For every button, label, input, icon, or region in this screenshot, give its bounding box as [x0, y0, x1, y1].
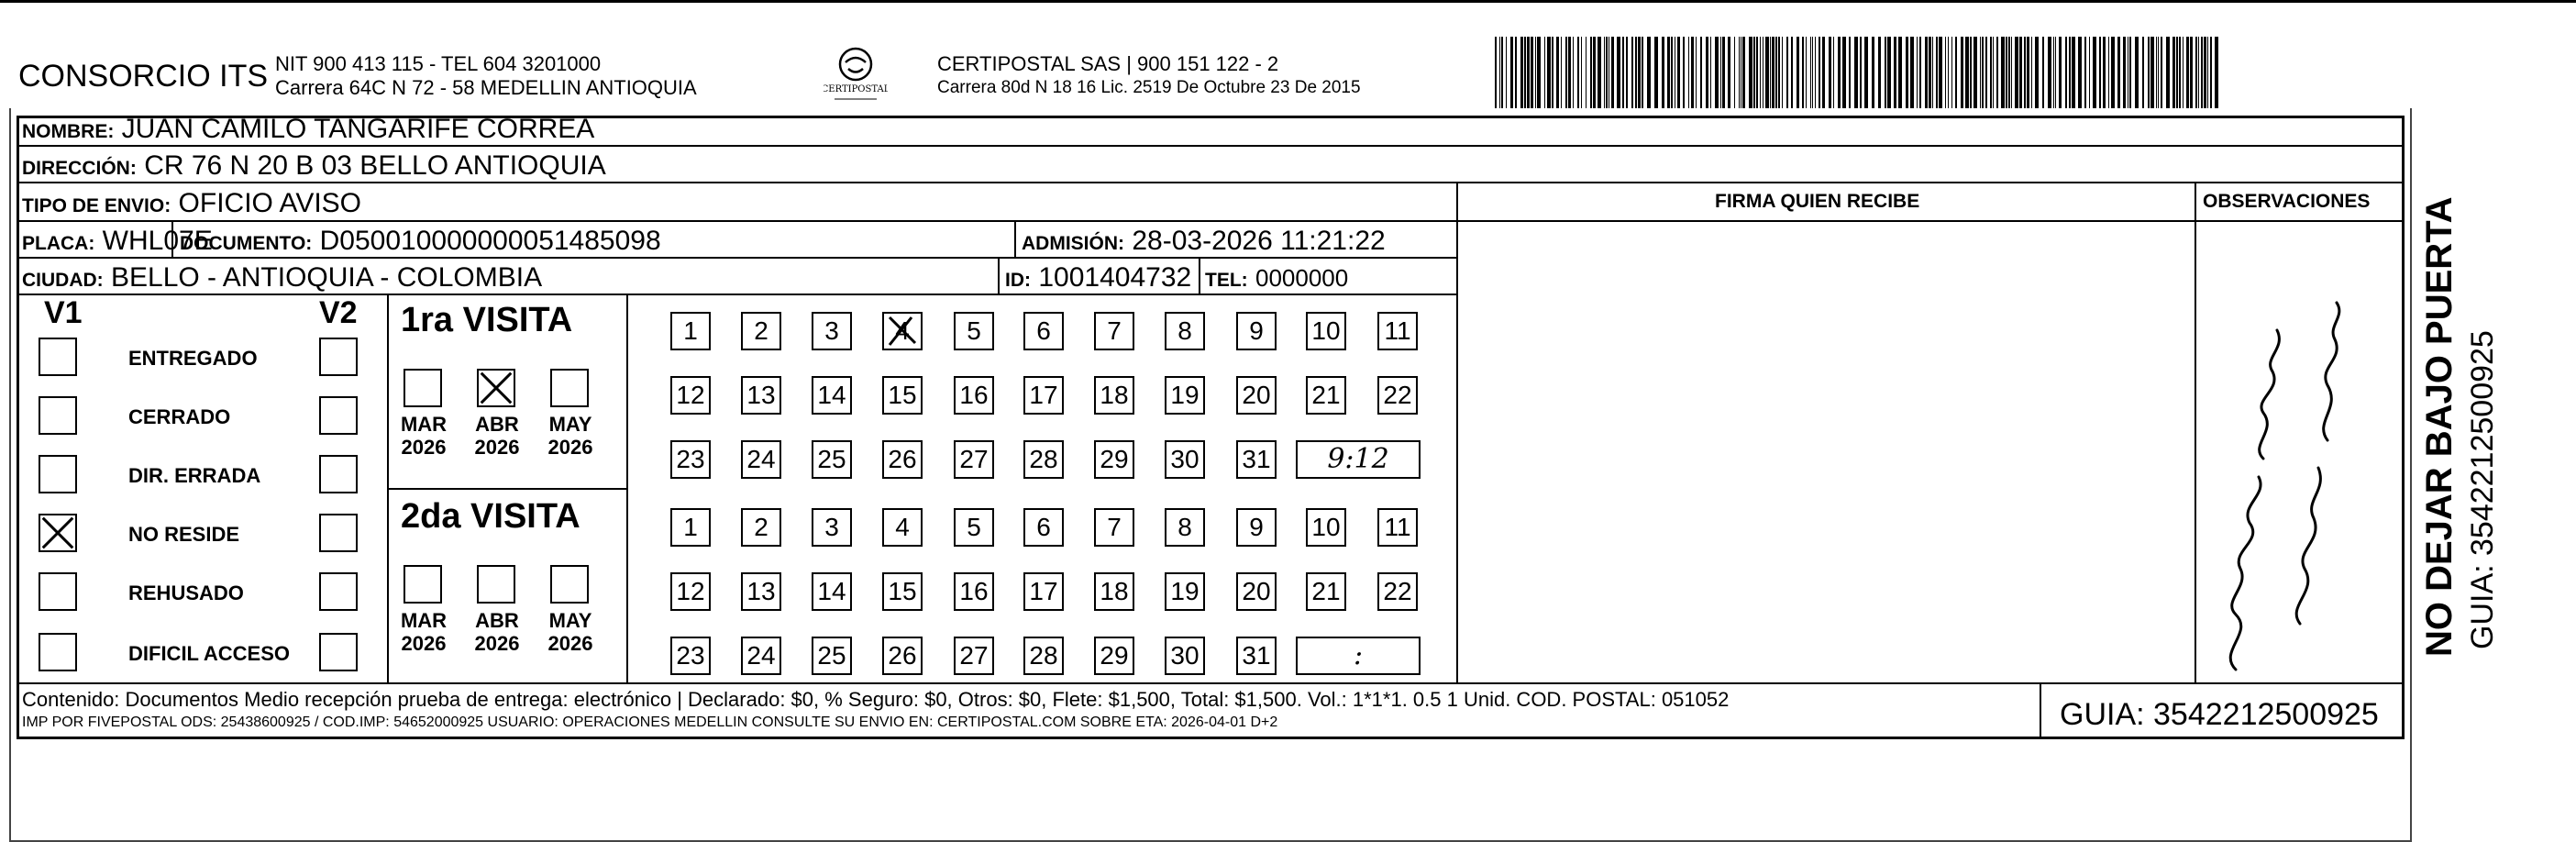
v2-checkbox-3[interactable] — [319, 514, 358, 552]
status-label-0: ENTREGADO — [128, 347, 258, 370]
visit0-day-24[interactable]: 24 — [741, 440, 781, 479]
v2-checkbox-4[interactable] — [319, 572, 358, 611]
visit0-day-mark — [884, 314, 921, 349]
tel-value: 0000000 — [1255, 264, 1349, 292]
status-label-3: NO RESIDE — [128, 523, 240, 546]
rule — [626, 294, 628, 682]
imp-text: IMP POR FIVEPOSTAL ODS: 25438600925 / COD.IMP: 54652000925 USUARIO: OPERACIONES MEDELLIN CONSULTE SU ENVIO EN: CERTIPOSTAL.COM SOBRE ETA: 2026-04-01 D+2 — [22, 715, 1278, 730]
v1-checkbox-0[interactable] — [39, 338, 77, 376]
month-name: ABR — [475, 609, 519, 632]
rule — [17, 145, 2405, 147]
visit0-month-checkbox-1[interactable] — [477, 369, 515, 407]
status-label-1: CERRADO — [128, 405, 231, 428]
visit0-day-13[interactable]: 13 — [741, 376, 781, 415]
no-dejar-bajo-puerta: NO DEJAR BAJO PUERTA — [2419, 196, 2460, 657]
rule — [17, 682, 2405, 684]
rule — [17, 257, 1456, 259]
visit1-day-18[interactable]: 18 — [1094, 572, 1134, 611]
visit1-day-23[interactable]: 23 — [670, 637, 711, 675]
rule — [17, 182, 2405, 183]
visit0-day-28[interactable]: 28 — [1023, 440, 1064, 479]
ciudad-label: CIUDAD: — [22, 270, 104, 291]
visit0-day-27[interactable]: 27 — [954, 440, 994, 479]
nombre-value: JUAN CAMILO TANGARIFE CORREA — [121, 114, 595, 144]
visit1-day-9[interactable]: 9 — [1236, 508, 1277, 547]
visit0-day-19[interactable]: 19 — [1165, 376, 1205, 415]
id-label: ID: — [1005, 270, 1031, 291]
visit1-day-21[interactable]: 21 — [1306, 572, 1346, 611]
visit1-day-20[interactable]: 20 — [1236, 572, 1277, 611]
visit1-month-checkbox-0[interactable] — [404, 565, 442, 604]
address-line: Carrera 64C N 72 - 58 MEDELLIN ANTIOQUIA — [275, 76, 697, 99]
month-year: 2026 — [474, 632, 520, 655]
direccion-row — [22, 150, 606, 182]
month-year: 2026 — [547, 436, 593, 459]
visit0-month-label-1 — [470, 413, 525, 459]
visit1-day-22[interactable]: 22 — [1377, 572, 1418, 611]
placa-label: PLACA: — [22, 233, 95, 254]
documento-value: D050010000000051485098 — [319, 226, 661, 256]
direccion-label: DIRECCIÓN: — [22, 158, 137, 179]
visit0-day-20[interactable]: 20 — [1236, 376, 1277, 415]
visit1-day-24[interactable]: 24 — [741, 637, 781, 675]
visit0-day-10[interactable]: 10 — [1306, 312, 1346, 350]
visit0-day-22[interactable]: 22 — [1377, 376, 1418, 415]
visit1-day-5[interactable]: 5 — [954, 508, 994, 547]
id-value: 1001404732 — [1038, 262, 1192, 293]
visit1-day-7[interactable]: 7 — [1094, 508, 1134, 547]
tel-label: TEL: — [1205, 270, 1248, 291]
rule — [998, 259, 1000, 295]
guia-side: GUIA: 3542212500925 — [2465, 330, 2500, 649]
nit-line: NIT 900 413 115 - TEL 604 3201000 — [275, 52, 602, 75]
visit1-day-15[interactable]: 15 — [882, 572, 923, 611]
guia-footer: GUIA: 3542212500925 — [2060, 697, 2379, 732]
tipo-label: TIPO DE ENVIO: — [22, 195, 171, 216]
v2-checkbox-5[interactable] — [319, 633, 358, 671]
certipostal-info — [937, 52, 1361, 100]
rule — [1014, 220, 1016, 257]
visit1-day-19[interactable]: 19 — [1165, 572, 1205, 611]
visit0-day-4[interactable]: 4 — [882, 312, 923, 350]
visit1-day-3[interactable]: 3 — [812, 508, 852, 547]
month-name: ABR — [475, 413, 519, 436]
nombre-label: NOMBRE: — [22, 121, 115, 142]
rule — [1199, 259, 1200, 295]
tipo-value: OFICIO AVISO — [178, 188, 362, 218]
rule — [17, 294, 1456, 295]
v2-checkbox-1[interactable] — [319, 396, 358, 435]
visit1-day-30[interactable]: 30 — [1165, 637, 1205, 675]
visit0-day-23[interactable]: 23 — [670, 440, 711, 479]
documento-row — [180, 226, 661, 257]
visit1-day-4[interactable]: 4 — [882, 508, 923, 547]
visit1-time-field[interactable]: : — [1296, 637, 1421, 675]
top-rule — [0, 0, 2576, 3]
company-info — [275, 52, 697, 100]
status-label-5: DIFICIL ACCESO — [128, 642, 291, 665]
observaciones-header: OBSERVACIONES — [2203, 191, 2371, 212]
visit1-month-label-0 — [396, 609, 451, 655]
visit1-day-29[interactable]: 29 — [1094, 637, 1134, 675]
visit1-day-17[interactable]: 17 — [1023, 572, 1064, 611]
visit1-day-25[interactable]: 25 — [812, 637, 852, 675]
v1-checkbox-1[interactable] — [39, 396, 77, 435]
visit0-month-label-0 — [396, 413, 451, 459]
admision-label: ADMISIÓN: — [1022, 233, 1124, 254]
visit0-day-1[interactable]: 1 — [670, 312, 711, 350]
certi-line1: CERTIPOSTAL SAS | 900 151 122 - 2 — [937, 52, 1279, 75]
month-year: 2026 — [401, 632, 447, 655]
logo-text: CERTIPOSTAL — [824, 84, 888, 94]
month-name: MAR — [400, 609, 448, 632]
documento-label: DOCUMENTO: — [180, 233, 313, 254]
visit0-day-29[interactable]: 29 — [1094, 440, 1134, 479]
direccion-value: CR 76 N 20 B 03 BELLO ANTIOQUIA — [144, 150, 606, 181]
visit1-day-8[interactable]: 8 — [1165, 508, 1205, 547]
visit0-day-16[interactable]: 16 — [954, 376, 994, 415]
visit1-month-checkbox-1[interactable] — [477, 565, 515, 604]
visit1-month-label-1 — [470, 609, 525, 655]
visit0-day-7[interactable]: 7 — [1094, 312, 1134, 350]
rule — [17, 220, 1456, 222]
v1-checkbox-5[interactable] — [39, 633, 77, 671]
form-frame — [17, 116, 2405, 739]
v2-header: V2 — [319, 295, 358, 330]
visit1-day-1[interactable]: 1 — [670, 508, 711, 547]
ciudad-value: BELLO - ANTIOQUIA - COLOMBIA — [111, 262, 543, 293]
visit0-day-15[interactable]: 15 — [882, 376, 923, 415]
visit1-day-27[interactable]: 27 — [954, 637, 994, 675]
rule — [1456, 182, 1458, 682]
visit1-month-checkbox-2[interactable] — [550, 565, 589, 604]
tipo-row — [22, 188, 361, 219]
certi-line2: Carrera 80d N 18 16 Lic. 2519 De Octubre 23 De 2015 — [937, 78, 1361, 97]
month-name: MAY — [548, 413, 592, 436]
v2-checkbox-2[interactable] — [319, 455, 358, 493]
visit0-month-label-2 — [543, 413, 598, 459]
status-label-2: DIR. ERRADA — [128, 464, 261, 487]
visit0-day-12[interactable]: 12 — [670, 376, 711, 415]
placa-value: WHL07E — [102, 226, 213, 256]
v1-header: V1 — [44, 295, 83, 330]
v1-checkbox-2[interactable] — [39, 455, 77, 493]
visit0-day-21[interactable]: 21 — [1306, 376, 1346, 415]
visit0-day-25[interactable]: 25 — [812, 440, 852, 479]
month-name: MAR — [400, 413, 448, 436]
visit0-day-30[interactable]: 30 — [1165, 440, 1205, 479]
visit0-day-26[interactable]: 26 — [882, 440, 923, 479]
admision-value: 28-03-2026 11:21:22 — [1132, 226, 1386, 256]
visit1-day-12[interactable]: 12 — [670, 572, 711, 611]
admision-row — [1022, 226, 1386, 257]
visit0-day-5[interactable]: 5 — [954, 312, 994, 350]
month-year: 2026 — [401, 436, 447, 459]
visit1-day-13[interactable]: 13 — [741, 572, 781, 611]
visit-title-1: 2da VISITA — [401, 497, 580, 536]
month-year: 2026 — [547, 632, 593, 655]
side-panel — [2403, 143, 2531, 657]
visit0-month-checkbox-2[interactable] — [550, 369, 589, 407]
visit1-day-2[interactable]: 2 — [741, 508, 781, 547]
visit1-day-26[interactable]: 26 — [882, 637, 923, 675]
nombre-row — [22, 114, 594, 145]
visit0-day-31[interactable]: 31 — [1236, 440, 1277, 479]
visit1-day-31[interactable]: 31 — [1236, 637, 1277, 675]
v1-checkbox-4[interactable] — [39, 572, 77, 611]
visit0-day-14[interactable]: 14 — [812, 376, 852, 415]
visit1-day-10[interactable]: 10 — [1306, 508, 1346, 547]
rule — [387, 488, 626, 490]
month-year: 2026 — [474, 436, 520, 459]
visit0-day-3[interactable]: 3 — [812, 312, 852, 350]
rule — [2195, 182, 2196, 682]
contenido-text: Contenido: Documentos Medio recepción prueba de entrega: electrónico | Declarado: $0, % Seguro: $0, Otros: $0, Flete: $1,500, Total: $1,500. Vol.: 1*1*1. 0.5 1 Unid. COD. POSTAL: 051052 — [22, 688, 1730, 711]
ciudad-row — [22, 262, 542, 294]
visit1-day-16[interactable]: 16 — [954, 572, 994, 611]
visit1-day-11[interactable]: 11 — [1377, 508, 1418, 547]
visit1-day-6[interactable]: 6 — [1023, 508, 1064, 547]
month-name: MAY — [548, 609, 592, 632]
id-row — [1005, 262, 1191, 294]
v1-checkbox-3[interactable] — [39, 514, 77, 552]
visit0-day-18[interactable]: 18 — [1094, 376, 1134, 415]
visit1-month-label-2 — [543, 609, 598, 655]
barcode — [1495, 37, 2224, 108]
status-label-4: REHUSADO — [128, 582, 244, 604]
company-name: CONSORCIO ITS — [18, 59, 269, 94]
rule — [2040, 682, 2041, 739]
visit0-time-field[interactable]: 9:12 — [1296, 440, 1421, 479]
certipostal-logo — [824, 44, 888, 108]
visit0-day-2[interactable]: 2 — [741, 312, 781, 350]
visit0-day-6[interactable]: 6 — [1023, 312, 1064, 350]
v2-checkbox-0[interactable] — [319, 338, 358, 376]
visit0-month-checkbox-0[interactable] — [404, 369, 442, 407]
visit1-day-14[interactable]: 14 — [812, 572, 852, 611]
visit0-day-8[interactable]: 8 — [1165, 312, 1205, 350]
visit-title-0: 1ra VISITA — [401, 301, 573, 339]
visit1-day-28[interactable]: 28 — [1023, 637, 1064, 675]
visit0-day-11[interactable]: 11 — [1377, 312, 1418, 350]
rule — [1456, 220, 2405, 222]
handwritten-observation — [2199, 275, 2355, 679]
firma-header: FIRMA QUIEN RECIBE — [1715, 191, 1920, 212]
visit0-day-9[interactable]: 9 — [1236, 312, 1277, 350]
tel-row — [1205, 262, 1348, 294]
visit0-day-17[interactable]: 17 — [1023, 376, 1064, 415]
